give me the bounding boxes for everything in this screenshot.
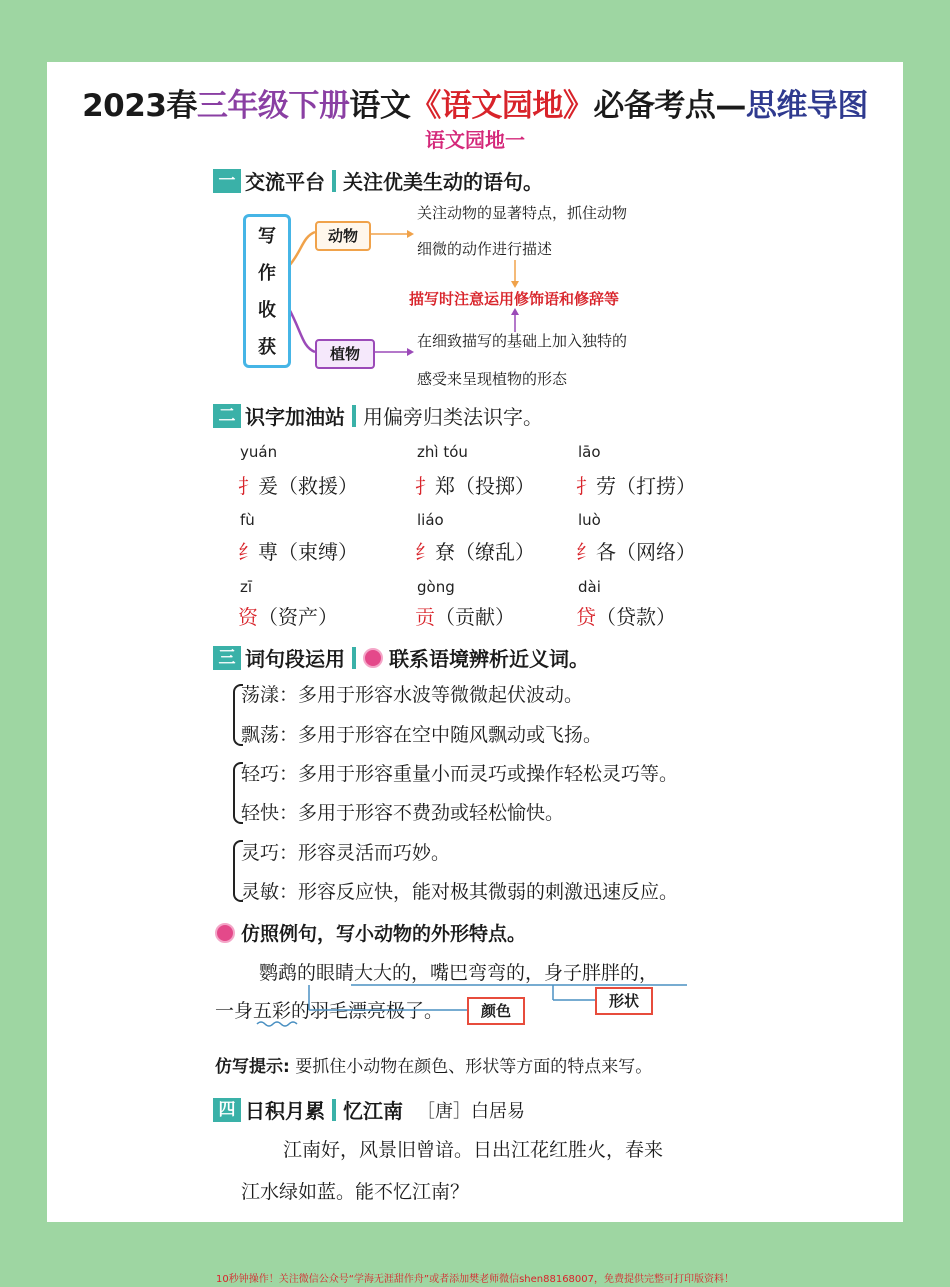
char-rest: 劳（打捞） xyxy=(596,474,696,498)
title-mindmap: 思维导图 xyxy=(745,88,868,124)
section-heading: 日积月累 xyxy=(245,1099,325,1123)
worksheet-page xyxy=(47,62,903,1222)
char-item xyxy=(576,470,696,499)
synonym-line: 轻快：多用于形容不费劲或轻松愉快。 xyxy=(241,802,565,824)
example-line2: 一身五彩的羽毛漂亮极了。 xyxy=(215,1000,444,1022)
char-rest: （资产） xyxy=(258,605,338,629)
tip-label: 仿写提示: xyxy=(215,1057,290,1077)
root-char: 作 xyxy=(258,263,276,284)
radical: 扌 xyxy=(576,474,596,498)
root-char: 获 xyxy=(258,337,276,358)
char-item xyxy=(415,601,515,630)
synonym-line: 灵巧：形容灵活而巧妙。 xyxy=(241,842,451,864)
pinyin: liáo xyxy=(417,511,444,529)
char-item xyxy=(415,470,535,499)
animal-text-line2: 细微的动作进行描述 xyxy=(417,240,553,258)
radical: 贡 xyxy=(415,605,435,629)
imitate-heading xyxy=(215,919,526,946)
radical: 贷 xyxy=(576,605,596,629)
section-4-header xyxy=(213,1095,525,1124)
tip-line xyxy=(215,1052,652,1077)
char-item xyxy=(576,601,676,630)
poem-title: 忆江南 xyxy=(343,1099,403,1123)
poem-line1: 江南好，风景旧曾谙。日出江花红胜火，春来 xyxy=(283,1139,664,1161)
char-item xyxy=(238,470,358,499)
radical: 纟 xyxy=(415,540,435,564)
synonym-line: 飘荡：多用于形容在空中随风飘动或飞扬。 xyxy=(241,724,603,746)
char-rest: 各（网络） xyxy=(596,540,696,564)
pinyin: zhì tóu xyxy=(417,443,468,461)
tag-color: 颜色 xyxy=(467,997,525,1025)
title-book: 《语文园地》 xyxy=(410,88,594,124)
page-subtitle: 语文园地一 xyxy=(425,128,525,152)
char-rest: （贷款） xyxy=(596,605,676,629)
tag-shape: 形状 xyxy=(595,987,653,1015)
pinyin: lāo xyxy=(578,443,601,461)
section-heading: 词句段运用 xyxy=(245,647,345,671)
pinyin: dài xyxy=(578,578,601,596)
plant-text-line1: 在细致描写的基础上加入独特的 xyxy=(417,332,628,350)
radical: 资 xyxy=(238,605,258,629)
section-2-header xyxy=(213,401,543,430)
root-char: 收 xyxy=(258,300,276,321)
char-item xyxy=(238,536,358,565)
title-grade: 三年级下册 xyxy=(196,88,350,124)
mindmap-node-plant: 植物 xyxy=(315,339,375,369)
char-rest: 爰（救援） xyxy=(258,474,358,498)
mindmap-connectors xyxy=(47,62,903,402)
poem-line2: 江水绿如蓝。能不忆江南？ xyxy=(241,1181,470,1203)
divider xyxy=(352,405,356,427)
synonym-line: 灵敏：形容反应快，能对极其微弱的刺激迅速反应。 xyxy=(241,881,679,903)
section-3-header xyxy=(213,643,589,672)
radical: 扌 xyxy=(238,474,258,498)
section-badge: 二 xyxy=(213,404,241,428)
section-heading: 识字加油站 xyxy=(245,405,345,429)
char-item xyxy=(415,536,535,565)
pinyin: yuán xyxy=(240,443,278,461)
radical: 纟 xyxy=(576,540,596,564)
title-keypoints: 必备考点— xyxy=(593,88,746,124)
footer-note: 10秒钟操作！关注微信公众号“学海无涯甜作舟”或者添加樊老师微信shen88168007，免费提供完整可打印版资料！ xyxy=(215,1274,735,1285)
radical: 扌 xyxy=(415,474,435,498)
title-subject: 语文 xyxy=(349,88,411,124)
root-char: 写 xyxy=(258,226,276,247)
divider xyxy=(352,647,356,669)
char-item xyxy=(576,536,696,565)
section-badge: 四 xyxy=(213,1098,241,1122)
section-badge: 一 xyxy=(213,169,241,193)
plant-text-line2: 感受来呈现植物的形态 xyxy=(417,370,568,388)
pinyin: zī xyxy=(240,578,253,596)
char-rest: 尃（束缚） xyxy=(258,540,358,564)
pinyin: gòng xyxy=(417,578,455,596)
mindmap-root xyxy=(243,214,291,368)
center-text: 描写时注意运用修饰语和修辞等 xyxy=(409,290,620,308)
char-rest: （贡献） xyxy=(435,605,515,629)
radical: 纟 xyxy=(238,540,258,564)
char-rest: 尞（缭乱） xyxy=(435,540,535,564)
example-line1: 鹦鹉的眼睛大大的，嘴巴弯弯的，身子胖胖的， xyxy=(259,962,659,984)
synonym-line: 轻巧：多用于形容重量小而灵巧或操作轻松灵巧等。 xyxy=(241,763,679,785)
section-badge: 三 xyxy=(213,646,241,670)
pinyin: luò xyxy=(578,511,601,529)
mindmap-node-animal: 动物 xyxy=(315,221,371,251)
char-rest: 郑（投掷） xyxy=(435,474,535,498)
flower-icon xyxy=(363,648,383,668)
section-note: 关注优美生动的语句。 xyxy=(343,170,543,194)
poem-author: ［唐］白居易 xyxy=(417,1100,525,1122)
animal-text-line1: 关注动物的显著特点，抓住动物 xyxy=(417,204,628,222)
flower-icon xyxy=(215,923,235,943)
section-note: 联系语境辨析近义词。 xyxy=(389,647,589,671)
section-heading: 交流平台 xyxy=(245,170,325,194)
section-note: 用偏旁归类法识字。 xyxy=(363,405,543,429)
pinyin: fù xyxy=(240,511,255,529)
imitate-heading-text: 仿照例句，写小动物的外形特点。 xyxy=(241,923,527,945)
synonym-line: 荡漾：多用于形容水波等微微起伏波动。 xyxy=(241,684,584,706)
title-year: 2023春 xyxy=(82,88,197,124)
tip-text: 要抓住小动物在颜色、形状等方面的特点来写。 xyxy=(295,1057,653,1077)
char-item xyxy=(238,601,338,630)
divider xyxy=(332,1099,336,1121)
